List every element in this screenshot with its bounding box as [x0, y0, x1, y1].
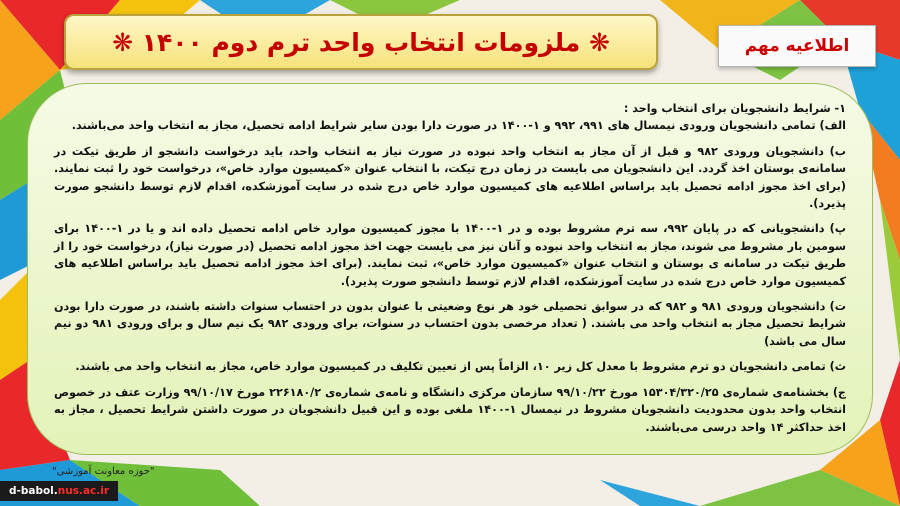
content-panel [27, 83, 873, 455]
paragraph-jim: ج) بخشنامه‌ی شماره‌ی ۱۵۳۰۴/۳۲۰/۲۵ مورخ ۹۹/۱۰/۲۲ سازمان مرکزی دانشگاه و نامه‌ی شماره‌ی ۲۲۶۱۸۰/۲ مورخ ۹۹/۱۰/۱۷ وزارت عتف در خصوص انتخاب واحد بدون محدودیت دانشجویان مشروط در نیمسال ۱-۱۴۰۰ ملغی بوده و این قبیل دانشجویان در صورت داشتن شرایط تحصیل ، مجاز به اخذ حداکثر ۱۴ واحد درسی می‌باشند. [54, 385, 846, 434]
site-url-domain: nus.ac.ir [57, 485, 110, 497]
page-title: ❋ ملزومات انتخاب واحد ترم دوم ۱۴۰۰ ❋ [112, 27, 610, 57]
paragraph-be: ب) دانشجویان ورودی ۹۸۲ و قبل از آن مجاز به انتخاب واحد نبوده در صورت نیاز به انتخاب واحد، باید درخواست دانشجو از طریق تیکت در سامانه‌ی بوستان اخذ گردد. این دانشجویان می بایست در زمان درج تیکت، با انتخاب عنوان «کمیسیون موارد خاص»، درخواست خود را ثبت نمایند. (برای اخذ مجوز ادامه تحصیل باید براساس اطلاعیه های کمیسیون موارد خاص درج شده در سایت آموزشکده، اقدام لازم توسط دانشجو صورت پذیرد). [54, 144, 846, 211]
site-url-prefix: d-babol. [8, 485, 58, 497]
site-url-badge [0, 481, 118, 501]
important-notice-badge [718, 25, 876, 67]
paragraph-se: ث) تمامی دانشجویان دو ترم مشروط با معدل کل زیر ۱۰، الزاماً پس از تعیین تکلیف در کمیسیون موارد خاص، مجاز به انتخاب واحد می باشند. [75, 360, 846, 374]
section-heading: ۱- شرایط دانشجویان برای انتخاب واحد : [623, 102, 846, 115]
paragraph-te: ت) دانشجویان ورودی ۹۸۱ و ۹۸۲ که در سوابق تحصیلی خود هر نوع وضعیتی با عنوان بدون در احتساب سنوات داشته باشند، در صورت دارا بودن شرایط تحصیل مجاز به انتخاب واحد می باشند. ( تعداد مرخصی بدون احتساب در سنوات، برای ورودی ۹۸۲ یک نیم سال و برای ورودی ۹۸۱ دو نیم سال می باشد) [54, 300, 847, 348]
announcement-text [54, 100, 846, 436]
paragraph-alef: الف) تمامی دانشجویان ورودی نیمسال های ۹۹۱، ۹۹۲ و ۱-۱۴۰۰ در صورت دارا بودن سایر شرایط ادامه تحصیل، مجاز به انتخاب واحد می‌باشند. [71, 119, 846, 133]
notice-label: اطلاعیه مهم [744, 36, 850, 56]
title-banner [64, 14, 658, 70]
footer-signature: "حوزه معاونت آموزشی" [52, 466, 155, 477]
paragraph-pe: پ) دانشجویانی که در پایان ۹۹۲، سه ترم مشروط بوده و در ۱-۱۴۰۰ با مجوز کمیسیون موارد خاص ادامه تحصیل داده اند و یا در ۱-۱۴۰۰ برای سومین بار مشروط می شوند، مجاز به انتخاب واحد نبوده و آنان نیز می بایست جهت اخذ مجوز ادامه تحصیل (در صورت نیاز)، درخواست خود را از طریق تیکت در سامانه ی بوستان و انتخاب عنوان «کمیسیون موارد خاص»، ثبت نمایند. (برای اخذ مجوز ادامه تحصیل باید براساس اطلاعیه های کمیسیون موارد خاص درج شده در سایت آموزشکده، اقدام لازم توسط دانشجو صورت پذیرد). [54, 222, 846, 288]
